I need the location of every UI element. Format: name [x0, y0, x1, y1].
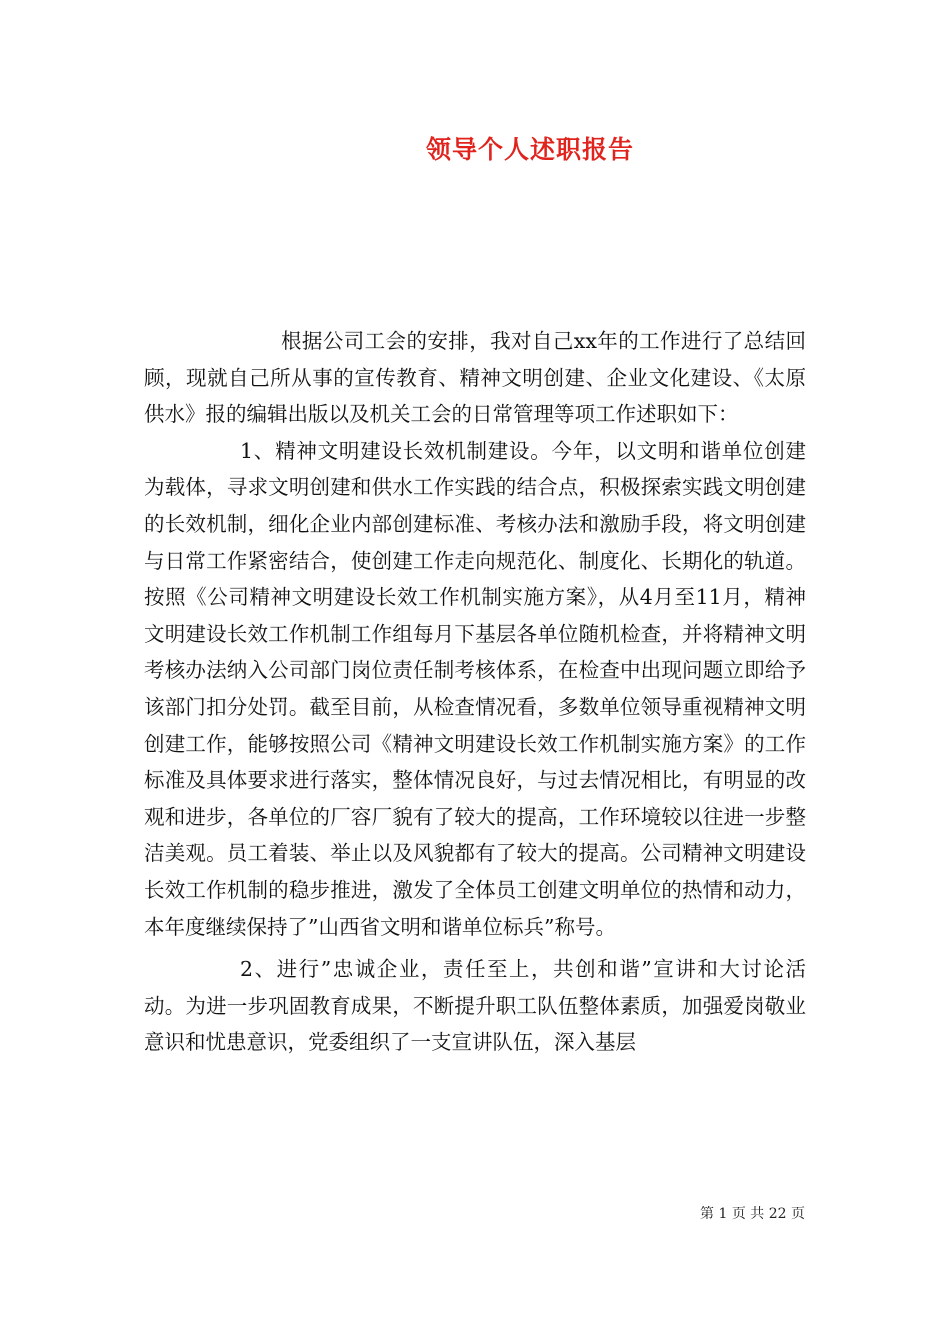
document-title: 领导个人述职报告 — [425, 135, 634, 164]
intro-paragraph: 根据公司工会的安排，我对自己xx年的工作进行了总结回顾，现就自己所从事的宣传教育、精神文明创建、企业文化建设、《太原供水》报的编辑出版以及机关工会的日常管理等项工作述职如下： — [144, 329, 806, 427]
page-number-footer: 第 1 页 共 22 页 — [700, 1206, 805, 1222]
item-2-paragraph: 2、进行”忠诚企业，责任至上，共创和谐”宣讲和大讨论活动。为进一步巩固教育成果，不断提升职工队伍整体素质，加强爱岗敬业意识和忧患意识，党委组织了一支宣讲队伍，深入基层 — [144, 957, 806, 1055]
document-body — [144, 323, 806, 1061]
item-1-paragraph: 1、精神文明建设长效机制建设。今年，以文明和谐单位创建为载体，寻求文明创建和供水工作实践的结合点，积极探索实践文明创建的长效机制，细化企业内部创建标准、考核办法和激励手段，将文明创建与日常工作紧密结合，使创建工作走向规范化、制度化、长期化的轨道。按照《公司精神文明建设长效工作机制实施方案》，从4月至11月，精神文明建设长效工作机制工作组每月下基层各单位随机检查，并将精神文明考核办法纳入公司部门岗位责任制考核体系，在检查中出现问题立即给予该部门扣分处罚。截至目前，从检查情况看，多数单位领导重视精神文明创建工作，能够按照公司《精神文明建设长效工作机制实施方案》的工作标准及具体要求进行落实，整体情况良好，与过去情况相比，有明显的改观和进步，各单位的厂容厂貌有了较大的提高，工作环境较以往进一步整洁美观。员工着装、举止以及风貌都有了较大的提高。公司精神文明建设长效工作机制的稳步推进，激发了全体员工创建文明单位的热情和动力，本年度继续保持了”山西省文明和谐单位标兵”称号。 — [144, 438, 806, 939]
